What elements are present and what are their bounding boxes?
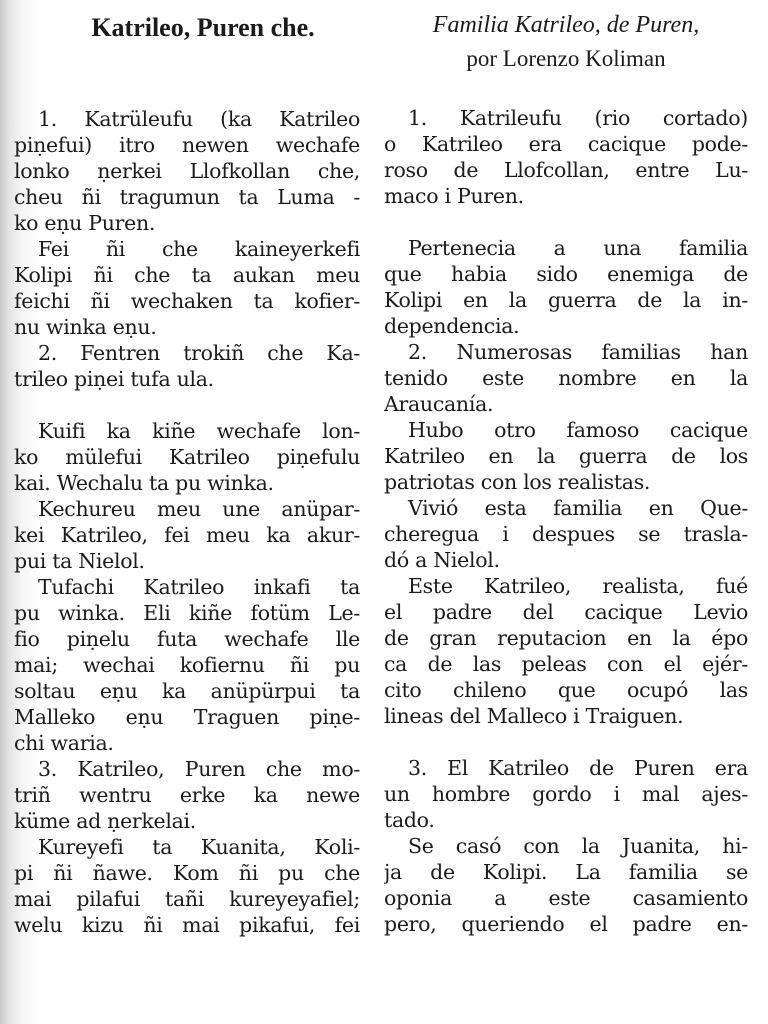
text-line: cheu ñi tragumun ta Luma - (14, 185, 360, 209)
text-line: ca de las peleas con el ejér- (384, 652, 748, 676)
text-line: welu kizu ñi mai pikafui, fei (14, 913, 360, 937)
text-line: que habia sido enemiga de (384, 262, 748, 286)
text-line: dó a Nielol. (384, 548, 500, 572)
text-line: Kechureu meu une anüpar- (38, 497, 360, 521)
text-line: Tufachi Katrileo inkafi ta (38, 575, 360, 599)
text-line: Katrileo en la guerra de los (384, 444, 748, 468)
text-line: fio piṇelu futa wechafe lle (14, 627, 360, 651)
text-line: pui ta Nielol. (14, 549, 145, 573)
text-line: un hombre gordo i mal ajes- (384, 782, 748, 806)
right-title: Familia Katrileo, de Puren, (432, 12, 700, 38)
right-subtitle: por Lorenzo Koliman (466, 46, 666, 71)
text-line: 2. Fentren trokiñ che Ka- (38, 341, 360, 365)
text-line: o Katrileo era cacique pode- (384, 132, 748, 156)
text-line: Araucanía. (384, 392, 494, 416)
text-line: lonko ṇerkei Llofkollan che, (14, 159, 360, 183)
text-line: feichi ñi wechaken ta kofier- (14, 289, 360, 313)
text-line: kei Katrileo, fei meu ka akur- (14, 523, 360, 547)
text-line: soltau eṇu ka anüpürpui ta (14, 679, 360, 703)
text-line: ko mülefui Katrileo piṇefulu (14, 445, 360, 469)
text-line: cheregua i despues se trasla- (384, 522, 748, 546)
text-line: kai. Wechalu ta pu winka. (14, 471, 274, 495)
text-line: de gran reputacion en la épo (384, 626, 748, 650)
text-line: piṇefui) itro newen wechafe (14, 133, 360, 157)
paragraph-gap (14, 392, 360, 418)
text-line: 3. El Katrileo de Puren era (408, 756, 748, 780)
text-line: mai; wechai kofiernu ñi pu (14, 653, 360, 677)
text-line: oponia a este casamiento (384, 886, 748, 910)
text-line: el padre del cacique Levio (384, 600, 748, 624)
text-line: mai pilafui tañi kureyeyafiel; (14, 887, 360, 911)
right-text-lines (384, 105, 748, 937)
text-line: Pertenecia a una familia (408, 236, 748, 260)
text-line: 3. Katrileo, Puren che mo- (38, 757, 360, 781)
text-line: Kolipi en la guerra de la in- (384, 288, 748, 312)
text-line: chi waria. (14, 731, 114, 755)
text-line: dependencia. (384, 314, 520, 338)
text-line: ja de Kolipi. La familia se (384, 860, 748, 884)
text-line: Kolipi ñi che ta aukan meu (14, 263, 360, 287)
text-line: pero, queriendo el padre en- (384, 912, 748, 936)
text-line: Este Katrileo, realista, fué (408, 574, 748, 598)
text-line: Hubo otro famoso cacique (408, 418, 748, 442)
text-line: pu winka. Eli kiñe fotüm Le- (14, 601, 360, 625)
text-line: triñ wentru erke ka newe (14, 783, 360, 807)
paragraph-gap (384, 209, 748, 235)
text-line: 2. Numerosas familias han (408, 340, 748, 364)
text-line: roso de Llofcollan, entre Lu- (384, 158, 748, 182)
text-line: Malleko eṇu Traguen piṇe- (14, 705, 360, 729)
text-line: ko eṇu Puren. (14, 211, 156, 235)
text-line: maco i Puren. (384, 184, 524, 208)
text-line: lineas del Malleco i Traiguen. (384, 704, 684, 728)
text-line: trileo piṇei tufa ula. (14, 367, 214, 391)
text-line: pi ñi ñawe. Kom ñi pu che (14, 861, 360, 885)
left-title: Katrileo, Puren che. (91, 13, 315, 42)
text-line: Kureyefi ta Kuanita, Koli- (38, 835, 360, 859)
text-line: Fei ñi che kaineyerkefi (38, 237, 360, 261)
text-line: Se casó con la Juanita, hi- (408, 834, 748, 858)
paragraph-gap (384, 729, 748, 755)
text-line: nu winka eṇu. (14, 315, 157, 339)
text-line: 1. Katrüleufu (ka Katrileo (38, 107, 360, 131)
text-line: 1. Katrileufu (rio cortado) (408, 106, 748, 130)
text-line: Vivió esta familia en Que- (408, 496, 748, 520)
text-line: küme ad ṇerkelai. (14, 809, 197, 833)
left-text-lines (14, 106, 360, 938)
text-line: patriotas con los realistas. (384, 470, 651, 494)
text-line: tenido este nombre en la (384, 366, 748, 390)
text-line: tado. (384, 808, 435, 832)
text-line: Kuifi ka kiñe wechafe lon- (38, 419, 360, 443)
text-line: cito chileno que ocupó las (384, 678, 748, 702)
